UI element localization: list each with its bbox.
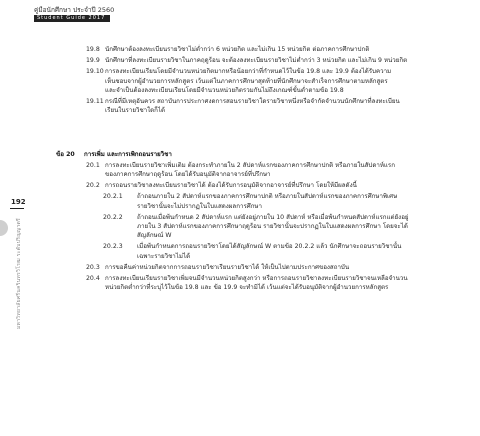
section-title: การเพิ่ม และการเพิกถอนรายวิชา bbox=[84, 151, 172, 158]
clause-19-text: การลงทะเบียนเรียนโดยมีจำนวนหน่วยกิตมากหรือน้อยกว่าที่กำหนดไว้ในข้อ 19.8 และ 19.9 ต้องได้รับความ bbox=[105, 68, 392, 76]
clause-20-tail-number: 20.4 bbox=[86, 274, 100, 282]
sub-clause-20-2-text: ถ้าถอนภายใน 2 สัปดาห์แรกของภาคการศึกษาปกติ หรือภายในสัปดาห์แรกของภาคการศึกษาพิเศษ bbox=[137, 193, 398, 201]
sub-clause-20-2-text: ถ้าถอนเมื่อพ้นกำหนด 2 สัปดาห์แรก แต่ยังอยู่ภายใน 10 สัปดาห์ หรือเมื่อพ้นกำหนดสัปดาห์แรกแต่ยังอยู่ bbox=[137, 213, 409, 221]
clause-19-number: 19.11 bbox=[86, 97, 104, 105]
guide-title: คู่มือนักศึกษา ประจำปี 2560 bbox=[34, 6, 115, 14]
side-vertical-text: มหาวิทยาลัยศรีนครินทรวิโรฒ ระดับปริญญาตรี bbox=[16, 218, 22, 330]
clause-19-text: เห็นชอบจากผู้อำนวยการหลักสูตร เว้นแต่ในภาคการศึกษาสุดท้ายที่นักศึกษาจะสำเร็จการศึกษาตามหลักสูตร bbox=[105, 77, 388, 85]
clause-20-tail-text: หน่วยกิตต่ำกว่าที่ระบุไว้ในข้อ 19.8 และ ข้อ 19.9 จะทำมิได้ เว้นแต่จะได้รับอนุมัติจากผู้อำนวยการหลักสูตร bbox=[105, 284, 389, 292]
guide-band: Student Guide 2017 bbox=[34, 15, 110, 22]
clause-19-text: นักศึกษาต้องลงทะเบียนรายวิชาไม่ต่ำกว่า 6 หน่วยกิต และไม่เกิน 15 หน่วยกิต ต่อภาคการศึกษาปกติ bbox=[105, 46, 370, 53]
clause-19-number: 19.8 bbox=[86, 46, 100, 53]
clause-19-text: นักศึกษาที่ลงทะเบียนรายวิชาในภาคฤดูร้อน จะต้องลงทะเบียนรายวิชาไม่ต่ำกว่า 3 หน่วยกิต และไม่เกิน 9 หน่วยกิต bbox=[105, 57, 408, 65]
sub-clause-20-2-number: 20.2.3 bbox=[103, 243, 123, 251]
sub-clause-20-2-text: สัญลักษณ์ W bbox=[137, 232, 172, 240]
clause-20-tail-text: การลงทะเบียนเรียนรายวิชาเพิ่มจนมีจำนวนหน่วยกิตสูงกว่า หรือการถอนรายวิชาลงทะเบียนรายวิชาจนเหลือจำนวน bbox=[105, 274, 408, 282]
sub-clause-20-2-text: เฉพาะรายวิชาไม่ได้ bbox=[137, 252, 191, 260]
clause-19-text: และจำเป็นต้องลงทะเบียนเรียนโดยมีจำนวนหน่วยกิตรวมกันไม่ถึงเกณฑ์ขั้นต่ำตามข้อ 19.8 bbox=[105, 86, 344, 94]
clause-20-number: 20.2 bbox=[86, 182, 100, 190]
page-number: 192 bbox=[11, 198, 26, 206]
clause-19-number: 19.9 bbox=[86, 57, 100, 65]
clause-20-tail-text: การขอคืนค่าหน่วยกิตจากการถอนรายวิชาเรียนรายวิชาได้ ให้เป็นไปตามประกาศของสถาบัน bbox=[105, 263, 350, 271]
sub-clause-20-2-number: 20.2.2 bbox=[103, 213, 123, 221]
clause-20-number: 20.1 bbox=[86, 161, 100, 169]
sub-clause-20-2-text: เมื่อพ้นกำหนดการถอนรายวิชาโดยได้สัญลักษณ์ W ตามข้อ 20.2.2 แล้ว นักศึกษาจะถอนรายวิชานั้น bbox=[137, 243, 402, 251]
clause-20-text: ของภาคการศึกษาฤดูร้อน โดยได้รับอนุมัติจากอาจารย์ที่ปรึกษา bbox=[105, 171, 271, 179]
sub-clause-20-2-text: รายวิชานั้นจะไม่ปรากฏในใบแสดงผลการศึกษา bbox=[137, 202, 262, 210]
clause-19-text: กรณีที่มีเหตุอันควร สถาบันการประกาศงดการสอนรายวิชาใดรายวิชาหนึ่งหรือจำกัดจำนวนนักศึกษาที่ลงทะเบียน bbox=[105, 97, 400, 105]
sub-clause-20-2-text: ภายใน 3 สัปดาห์แรกของภาคการศึกษาฤดูร้อน รายวิชานั้นจะปรากฏในใบแสดงผลการศึกษา โดยจะได้ bbox=[137, 223, 408, 230]
clause-19-number: 19.10 bbox=[86, 68, 104, 76]
clause-20-tail-number: 20.3 bbox=[86, 263, 100, 271]
clause-19-text: เรียนในรายวิชาใดก็ได้ bbox=[105, 107, 166, 115]
sub-clause-20-2-number: 20.2.1 bbox=[103, 193, 123, 201]
clause-20-text: การลงทะเบียนรายวิชาเพิ่มเติม ต้องกระทำภายใน 2 สัปดาห์แรกของภาคการศึกษาปกติ หรือภายในสัปดาห์แรก bbox=[105, 161, 395, 169]
section-label: ข้อ 20 bbox=[56, 151, 75, 158]
clause-20-text: การถอนรายวิชาลงทะเบียนรายวิชาได้ ต้องได้รับการอนุมัติจากอาจารย์ที่ปรึกษา โดยให้มีผลดังนี้ bbox=[105, 182, 357, 190]
